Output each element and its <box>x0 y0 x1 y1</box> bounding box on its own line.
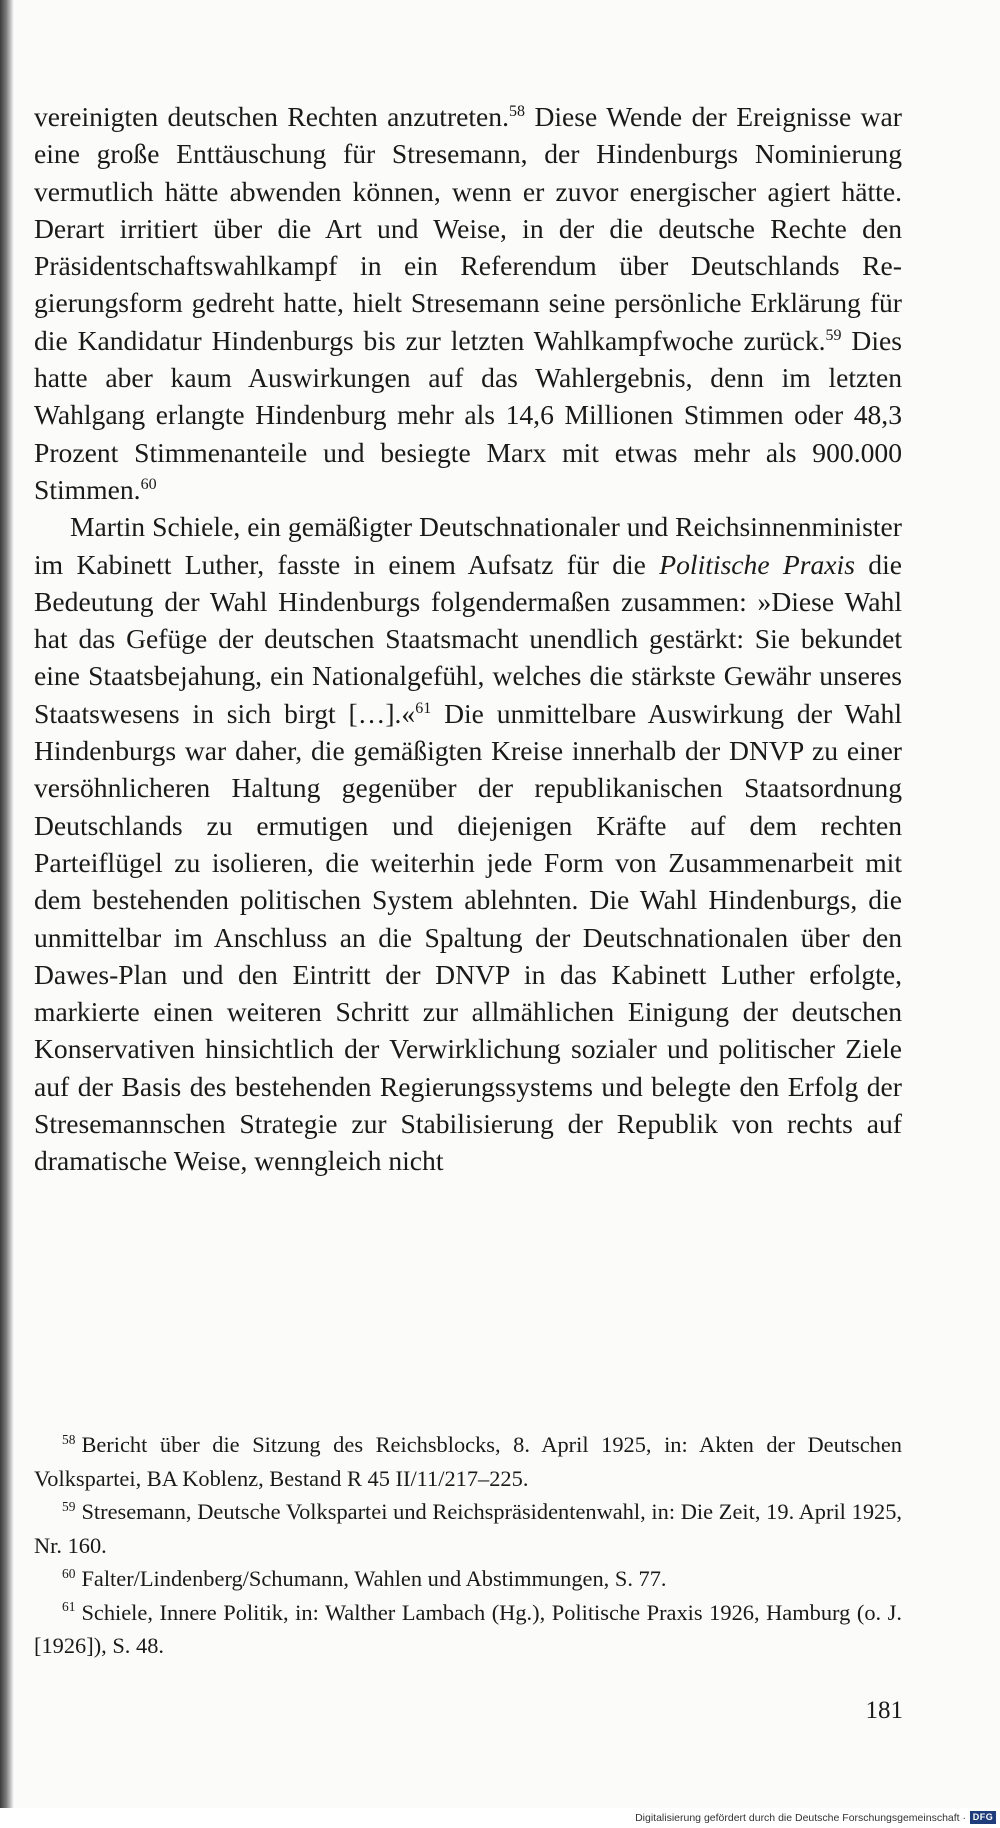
footnote-number: 58 <box>62 1431 76 1447</box>
footnote <box>34 1428 902 1495</box>
body-text <box>34 98 902 1180</box>
footnote-text: Stresemann, Deutsche Volkspartei und Reichspräsidentenwahl, in: Die Zeit, 19. April 1925, Nr. 160. <box>34 1499 902 1558</box>
footnote-text: Bericht über die Sitzung des Reichsblocks, 8. April 1925, in: Akten der Deutschen Volkspartei, BA Koblenz, Bestand R 45 II/11/217–225. <box>34 1432 902 1491</box>
footnote-ref-61: 61 <box>415 699 432 717</box>
footnote-text: Schiele, Innere Politik, in: Walther Lambach (Hg.), Politische Praxis 1926, Hamburg (o. J. [1926]), S. 48. <box>34 1599 902 1658</box>
paragraph-1-part-a: vereinigten deutschen Rechten anzutreten. <box>34 101 509 132</box>
footnote <box>34 1596 902 1663</box>
footnote-number: 61 <box>62 1599 76 1615</box>
footnotes <box>34 1428 902 1663</box>
italic-title: Politische Praxis <box>659 548 855 580</box>
book-spine-shadow <box>0 0 14 1828</box>
paragraph-2-part-c: Die unmittelbare Auswirkung der Wahl Hindenburgs war daher, die gemäßigten Kreise innerhalb der DNVP zu einer versöhnlicheren Haltung gegenüber der republikanischen Staatsordnung Deutschlands zu ermutigen und diejenigen Kräfte auf dem rechten Parteiflügel zu isolieren, die weiterhin jede Form von Zusammenarbeit mit dem bestehenden politischen System ablehnten. Die Wahl Hindenburgs, die unmittelbar im Anschluss an die Spaltung der Deutschnationalen über den Dawes-Plan und den Eintritt der DNVP in das Kabinett Luther erfolgte, markierte einen weiteren Schritt zur allmählichen Einigung der deutschen Konservativen hinsichtlich der Verwirklichung sozialer und politischer Ziele auf der Basis des bestehenden Regierungssystems und belegte den Erfolg der Stresemannschen Strategie zur Stabilisierung der Republik von rechts auf dramatische Weise, wenngleich nicht <box>34 697 902 1177</box>
footnote-ref-58: 58 <box>509 103 525 121</box>
paragraph-1-part-b: Diese Wende der Ereignisse war eine große Enttäuschung für Stresemann, der Hindenburgs Nominierung vermutlich hätte abwenden können, wenn er zuvor energischer agiert hätte. Derart irritiert über die Art und Weise, in der die deutsche Rechte den Präsidentschaftswahlkampf in ein Referendum über Deutschlands Regierungsform gedreht hatte, hielt Stresemann seine persönliche Erklärung für die Kandidatur Hindenburgs bis zur letzten Wahlkampfwoche zurück. <box>34 101 902 356</box>
paragraph-1-part-c: Dies hatte aber kaum Auswirkungen auf das Wahlergebnis, denn im letzten Wahlgang erlangte Hindenburg mehr als 14,6 Millionen Stimmen oder 48,3 Prozent Stimmenanteile und besiegte Marx mit etwas mehr als 900.000 Stimmen. <box>34 324 903 505</box>
digitization-footer <box>0 1808 1000 1828</box>
page-number: 181 <box>865 1697 903 1724</box>
dfg-logo-icon: DFG <box>970 1811 996 1824</box>
footnote-ref-59: 59 <box>825 326 842 344</box>
paragraph-2-part-a: Martin Schiele, ein gemäßigter Deutschnationaler und Reichsinnenminister im Kabinett Luther, fasste in einem Aufsatz für die <box>34 511 902 580</box>
footnote-number: 59 <box>62 1498 76 1514</box>
footnote <box>34 1562 902 1596</box>
footnote-number: 60 <box>62 1565 76 1581</box>
footnote-ref-60: 60 <box>140 476 157 494</box>
footnote-text: Falter/Lindenberg/Schumann, Wahlen und Abstimmungen, S. 77. <box>81 1566 667 1591</box>
footnote <box>34 1495 902 1562</box>
digitization-credit: Digitalisierung gefördert durch die Deutsche Forschungsgemeinschaft · <box>635 1812 966 1824</box>
paragraph-1 <box>34 98 902 508</box>
paragraph-2 <box>34 508 902 1179</box>
paragraph-2-part-b: die Bedeutung der Wahl Hindenburgs folgendermaßen zusammen: »Diese Wahl hat das Gefüge der deutschen Staatsmacht unendlich gestärkt: Sie bekundet eine Staatsbejahung, ein Nationalgefühl, welches die stärkste Gewähr unseres Staatswesens in sich birgt […].« <box>34 548 902 729</box>
